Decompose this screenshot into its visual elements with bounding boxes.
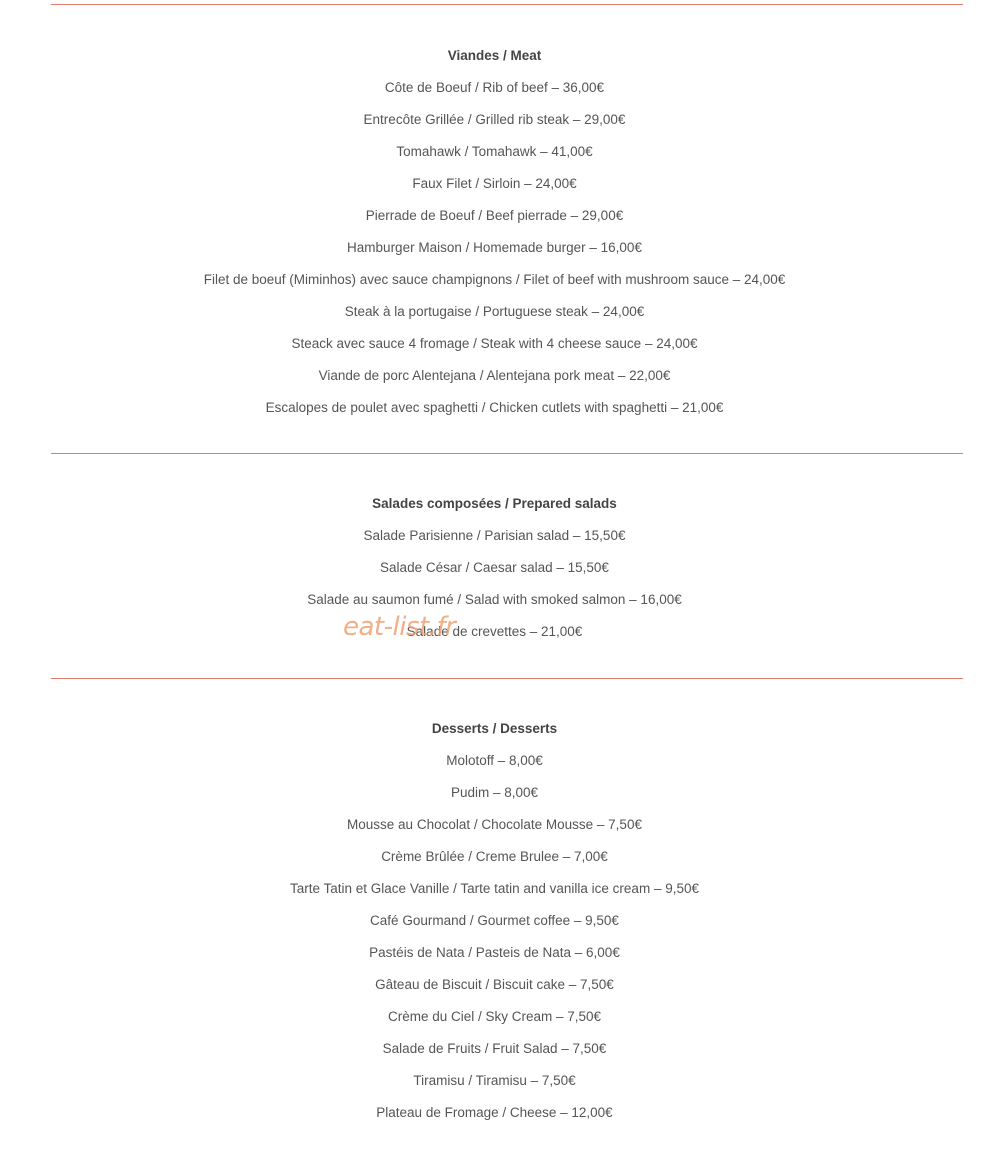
section-title: Salades composées / Prepared salads	[372, 496, 617, 511]
menu-item: Salade de Fruits / Fruit Salad – 7,50€	[382, 1041, 607, 1056]
section-divider	[51, 453, 963, 454]
menu-item: Tiramisu / Tiramisu – 7,50€	[413, 1073, 576, 1088]
menu-item: Escalopes de poulet avec spaghetti / Chicken cutlets with spaghetti – 21,00€	[265, 400, 724, 415]
menu-item: Salade de crevettes – 21,00€	[406, 624, 583, 639]
menu-item: Gâteau de Biscuit / Biscuit cake – 7,50€	[375, 977, 614, 992]
menu-item: Café Gourmand / Gourmet coffee – 9,50€	[370, 913, 619, 928]
menu-item: Salade César / Caesar salad – 15,50€	[380, 560, 609, 575]
menu-item: Salade Parisienne / Parisian salad – 15,50€	[363, 528, 626, 543]
menu-item: Hamburger Maison / Homemade burger – 16,00€	[347, 240, 642, 255]
section-divider	[51, 4, 963, 5]
menu-section-meat	[0, 40, 989, 424]
menu-item: Crème du Ciel / Sky Cream – 7,50€	[387, 1009, 602, 1024]
menu-item: Crème Brûlée / Creme Brulee – 7,00€	[381, 849, 608, 864]
menu-item: Salade au saumon fumé / Salad with smoked salmon – 16,00€	[307, 592, 682, 607]
menu-item: Faux Filet / Sirloin – 24,00€	[412, 176, 577, 191]
menu-item: Tomahawk / Tomahawk – 41,00€	[396, 144, 593, 159]
menu-item: Viande de porc Alentejana / Alentejana pork meat – 22,00€	[318, 368, 671, 383]
section-title: Viandes / Meat	[447, 48, 542, 63]
menu-item: Molotoff – 8,00€	[446, 753, 543, 768]
section-divider	[51, 678, 963, 679]
menu-item: Entrecôte Grillée / Grilled rib steak – 29,00€	[363, 112, 626, 127]
menu-item: Pudim – 8,00€	[450, 785, 539, 800]
menu-item: Steak à la portugaise / Portuguese steak – 24,00€	[344, 304, 645, 319]
menu-item: Steack avec sauce 4 fromage / Steak with 4 cheese sauce – 24,00€	[291, 336, 698, 351]
menu-item: Tarte Tatin et Glace Vanille / Tarte tatin and vanilla ice cream – 9,50€	[290, 881, 699, 896]
menu-item: Pastéis de Nata / Pasteis de Nata – 6,00€	[369, 945, 620, 960]
menu-item: Pierrade de Boeuf / Beef pierrade – 29,00€	[365, 208, 624, 223]
watermark: eat-list.fr	[343, 612, 456, 642]
menu-section-salads	[0, 488, 989, 648]
menu-item: Côte de Boeuf / Rib of beef – 36,00€	[384, 80, 605, 95]
menu-item: Filet de boeuf (Miminhos) avec sauce champignons / Filet of beef with mushroom sauce – 24,00€	[203, 272, 786, 287]
menu-section-desserts	[0, 713, 989, 1129]
menu-item: Mousse au Chocolat / Chocolate Mousse – 7,50€	[347, 817, 642, 832]
section-title: Desserts / Desserts	[431, 721, 558, 736]
menu-item: Plateau de Fromage / Cheese – 12,00€	[376, 1105, 613, 1120]
